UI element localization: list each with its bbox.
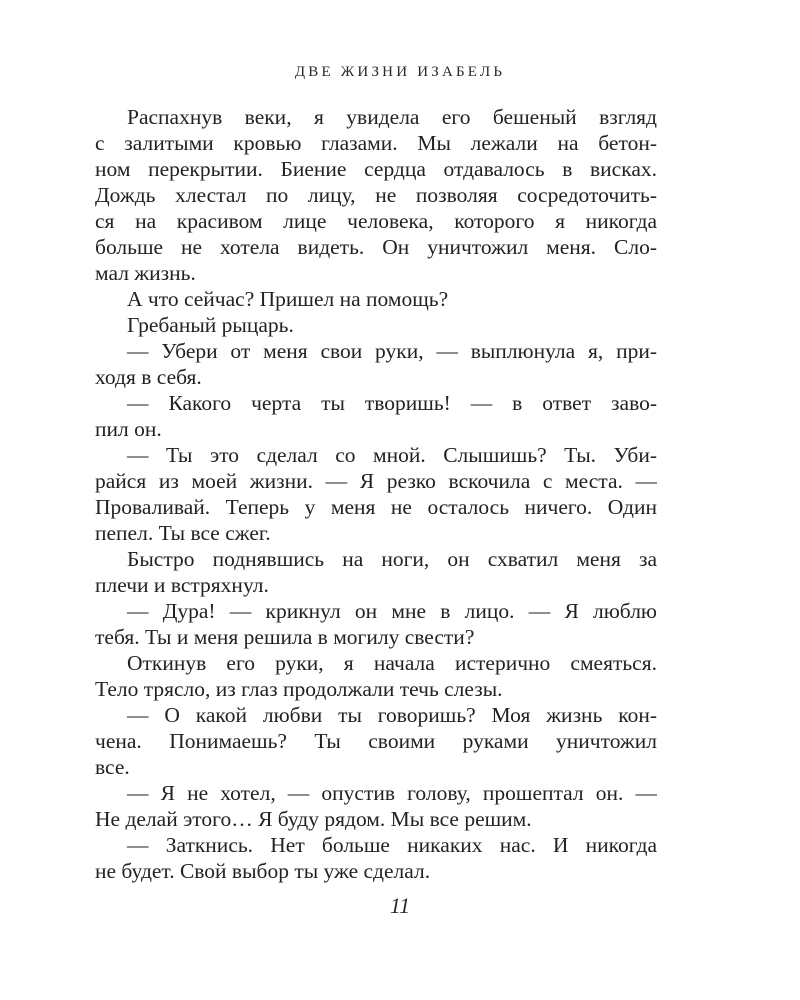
text-line: Дождь хлестал по лицу, не позволяя сосредоточить- <box>95 183 657 207</box>
text-line: плечи и встряхнул. <box>95 573 269 597</box>
text-line: больше не хотела видеть. Он уничтожил меня. Сло- <box>95 235 657 259</box>
text-line: все. <box>95 755 130 779</box>
text-line: — Убери от меня свои руки, — выплюнула я, при- <box>127 339 657 363</box>
text-line: ном перекрытии. Биение сердца отдавалось в висках. <box>95 157 657 181</box>
text-line: с залитыми кровью глазами. Мы лежали на бетон- <box>95 131 657 155</box>
text-line: Распахнув веки, я увидела его бешеный взгляд <box>127 105 657 129</box>
text-line: А что сейчас? Пришел на помощь? <box>127 287 449 311</box>
text-line: мал жизнь. <box>95 261 196 285</box>
text-line: райся из моей жизни. — Я резко вскочила с места. — <box>95 469 657 493</box>
text-line: ходя в себя. <box>95 365 202 389</box>
text-line: Гребаный рыцарь. <box>127 313 294 337</box>
text-line: чена. Понимаешь? Ты своими руками уничтожил <box>95 729 657 753</box>
text-line: не будет. Свой выбор ты уже сделал. <box>95 859 431 883</box>
text-line: — О какой любви ты говоришь? Моя жизнь кон- <box>127 703 657 727</box>
text-line: Тело трясло, из глаз продолжали течь слезы. <box>95 677 503 701</box>
running-head: ДВЕ ЖИЗНИ ИЗАБЕЛЬ <box>294 64 506 80</box>
text-line: Не делай этого… Я буду рядом. Мы все решим. <box>95 807 532 831</box>
text-line: Проваливай. Теперь у меня не осталось ничего. Один <box>95 495 657 519</box>
text-line: — Какого черта ты творишь! — в ответ заво- <box>127 391 657 415</box>
body-text <box>95 104 657 884</box>
text-line: Быстро поднявшись на ноги, он схватил меня за <box>127 547 657 571</box>
text-line: Откинув его руки, я начала истерично смеяться. <box>127 651 657 675</box>
text-line: пил он. <box>95 417 162 441</box>
page-number: 11 <box>389 893 411 918</box>
text-line: — Заткнись. Нет больше никаких нас. И никогда <box>127 833 657 857</box>
text-line: — Я не хотел, — опустив голову, прошептал он. — <box>127 781 657 805</box>
text-line: ся на красивом лице человека, которого я никогда <box>95 209 657 233</box>
text-line: пепел. Ты все сжег. <box>95 521 271 545</box>
text-line: — Дура! — крикнул он мне в лицо. — Я люблю <box>127 599 657 623</box>
text-line: — Ты это сделал со мной. Слышишь? Ты. Уби- <box>127 443 657 467</box>
text-line: тебя. Ты и меня решила в могилу свести? <box>95 625 475 649</box>
